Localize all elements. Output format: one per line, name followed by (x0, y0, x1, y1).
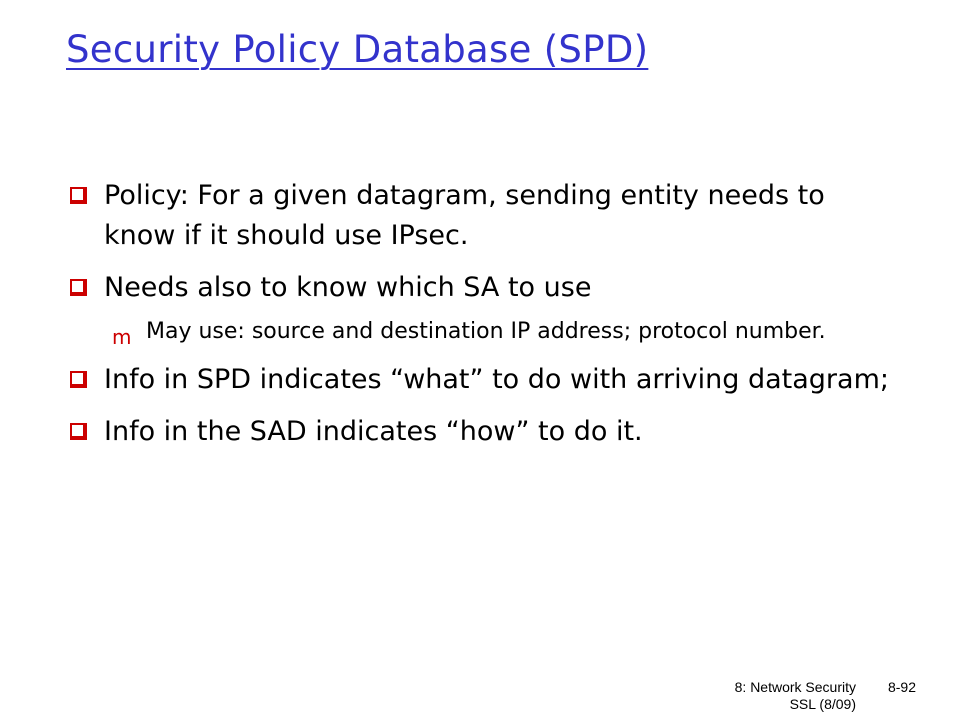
bullet-text: Needs also to know which SA to use (104, 272, 592, 303)
hollow-square-icon (70, 279, 87, 296)
bullet-item-sad (70, 412, 890, 452)
slide-title: Security Policy Database (SPD) (66, 28, 649, 71)
hollow-square-icon (70, 371, 87, 388)
bullet-text: Policy: For a given datagram, sending entity needs to know if it should use IPsec. (104, 180, 825, 251)
page-number: 8-92 (887, 679, 916, 695)
bullet-item-spd (70, 360, 890, 400)
bullet-list (70, 176, 890, 464)
hollow-square-icon (70, 187, 87, 204)
footer-chapter-title: 8: Network Security (734, 679, 856, 695)
footer-subtitle: SSL (8/09) (789, 696, 856, 712)
sub-bullet-text: May use: source and destination IP address; protocol number. (146, 319, 826, 344)
hollow-square-icon (70, 423, 87, 440)
bullet-text: Info in the SAD indicates “how” to do it. (104, 416, 643, 447)
m-glyph-icon: m (112, 325, 132, 349)
footer-chapter (735, 679, 856, 713)
bullet-item-sa (70, 268, 890, 308)
bullet-text: Info in SPD indicates “what” to do with arriving datagram; (104, 364, 889, 395)
bullet-item-policy (70, 176, 890, 256)
sub-bullet-item-may-use (70, 316, 890, 348)
